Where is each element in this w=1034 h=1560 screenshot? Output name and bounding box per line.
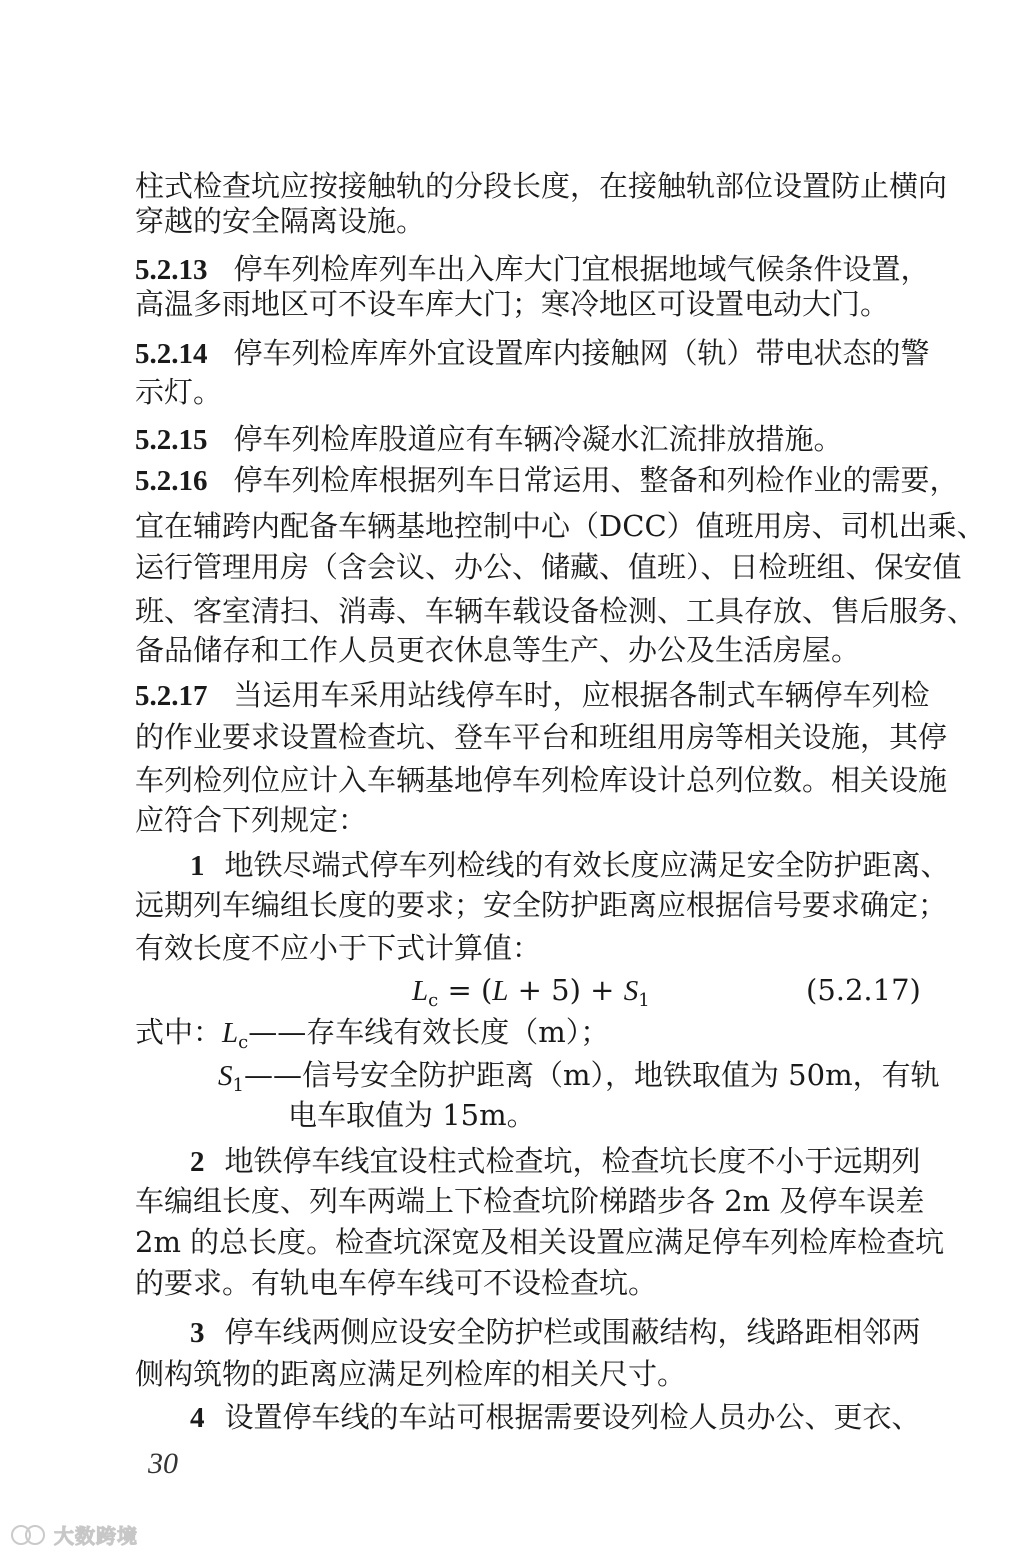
clause-number: 5.2.16 [135, 465, 208, 497]
item-4 [190, 1397, 921, 1438]
item-text: 设置停车线的车站可根据需要设列检人员办公、更衣、 [224, 1400, 921, 1434]
formula: $L_c = (L + 5) + S_1$ [412, 973, 650, 1011]
text-line: 柱式检查坑应按接触轨的分段长度，在接触轨部位设置防止横向 [135, 169, 948, 203]
item-2 [190, 1141, 921, 1182]
item-number: 4 [190, 1402, 205, 1434]
text-line: 应符合下列规定： [135, 803, 368, 837]
item-3 [190, 1312, 921, 1353]
clause-text: 停车列检库列车出入库大门宜根据地域气候条件设置， [233, 252, 930, 286]
text-line: 运行管理用房（含会议、办公、储藏、值班）、日检班组、保安值 [135, 550, 962, 584]
text-line: 有效长度不应小于下式计算值： [135, 931, 542, 965]
formula-label: (5.2.17) [806, 973, 921, 1007]
where-desc: ——存车线有效长度（m）； [248, 1015, 610, 1049]
where-prefix: 式中： [135, 1015, 223, 1049]
text-line: 高温多雨地区可不设车库大门；寒冷地区可设置电动大门。 [135, 287, 890, 321]
watermark [8, 1520, 138, 1549]
where-desc: ——信号安全防护距离（m），地铁取值为 50m，有轨 [243, 1058, 940, 1092]
item-text: 地铁尽端式停车列检线的有效长度应满足安全防护距离、 [224, 848, 950, 882]
text-line: 宜在辅跨内配备车辆基地控制中心（DCC）值班用房、司机出乘、 [135, 509, 986, 543]
page-number: 30 [148, 1447, 178, 1480]
text-line: 的要求。有轨电车停车线可不设检查坑。 [135, 1266, 658, 1300]
clause-5-2-17 [135, 675, 930, 716]
text-line: 车编组长度、列车两端上下检查坑阶梯踏步各 2m 及停车误差 [135, 1184, 925, 1218]
watermark-text: 大数跨境 [54, 1524, 138, 1548]
watermark-logo-icon [8, 1522, 48, 1548]
clause-number: 5.2.14 [135, 338, 208, 370]
where-clause-s1: $S_1——$信号安全防护距离（m），地铁取值为 50m，有轨 [218, 1058, 940, 1096]
text-line: 穿越的安全隔离设施。 [135, 204, 426, 238]
clause-5-2-15 [135, 419, 843, 460]
text-line: 2m 的总长度。检查坑深宽及相关设置应满足停车列检库检查坑 [135, 1225, 945, 1259]
item-text: 停车线两侧应设安全防护栏或围蔽结构，线路距相邻两 [224, 1315, 921, 1349]
text-line: 的作业要求设置检查坑、登车平台和班组用房等相关设施，其停 [135, 720, 948, 754]
clause-text: 停车列检库根据列车日常运用、整备和列检作业的需要， [233, 463, 959, 497]
text-line: 示灯。 [135, 375, 223, 409]
clause-number: 5.2.13 [135, 254, 208, 286]
clause-number: 5.2.15 [135, 424, 208, 456]
text-line: 电车取值为 15m。 [288, 1098, 536, 1132]
text-line: 侧构筑物的距离应满足列检库的相关尺寸。 [135, 1357, 687, 1391]
item-number: 1 [190, 850, 205, 882]
text-line: 远期列车编组长度的要求；安全防护距离应根据信号要求确定； [135, 888, 948, 922]
clause-text: 停车列检库库外宜设置库内接触网（轨）带电状态的警 [233, 336, 930, 370]
clause-5-2-16 [135, 460, 959, 501]
text-line: 车列检列位应计入车辆基地停车列检库设计总列位数。相关设施 [135, 763, 948, 797]
where-clause-lc: 式中：$L_c——$存车线有效长度（m）； [135, 1015, 610, 1053]
text-line: 班、客室清扫、消毒、车辆车载设备检测、工具存放、售后服务、 [135, 594, 977, 628]
item-text: 地铁停车线宜设柱式检查坑，检查坑长度不小于远期列 [224, 1144, 921, 1178]
item-1 [190, 845, 950, 886]
clause-text: 停车列检库股道应有车辆冷凝水汇流排放措施。 [233, 422, 843, 456]
item-number: 3 [190, 1317, 205, 1349]
clause-5-2-14 [135, 333, 930, 374]
text-line: 备品储存和工作人员更衣休息等生产、办公及生活房屋。 [135, 633, 861, 667]
clause-number: 5.2.17 [135, 680, 208, 712]
item-number: 2 [190, 1146, 205, 1178]
clause-text: 当运用车采用站线停车时，应根据各制式车辆停车列检 [233, 678, 930, 712]
